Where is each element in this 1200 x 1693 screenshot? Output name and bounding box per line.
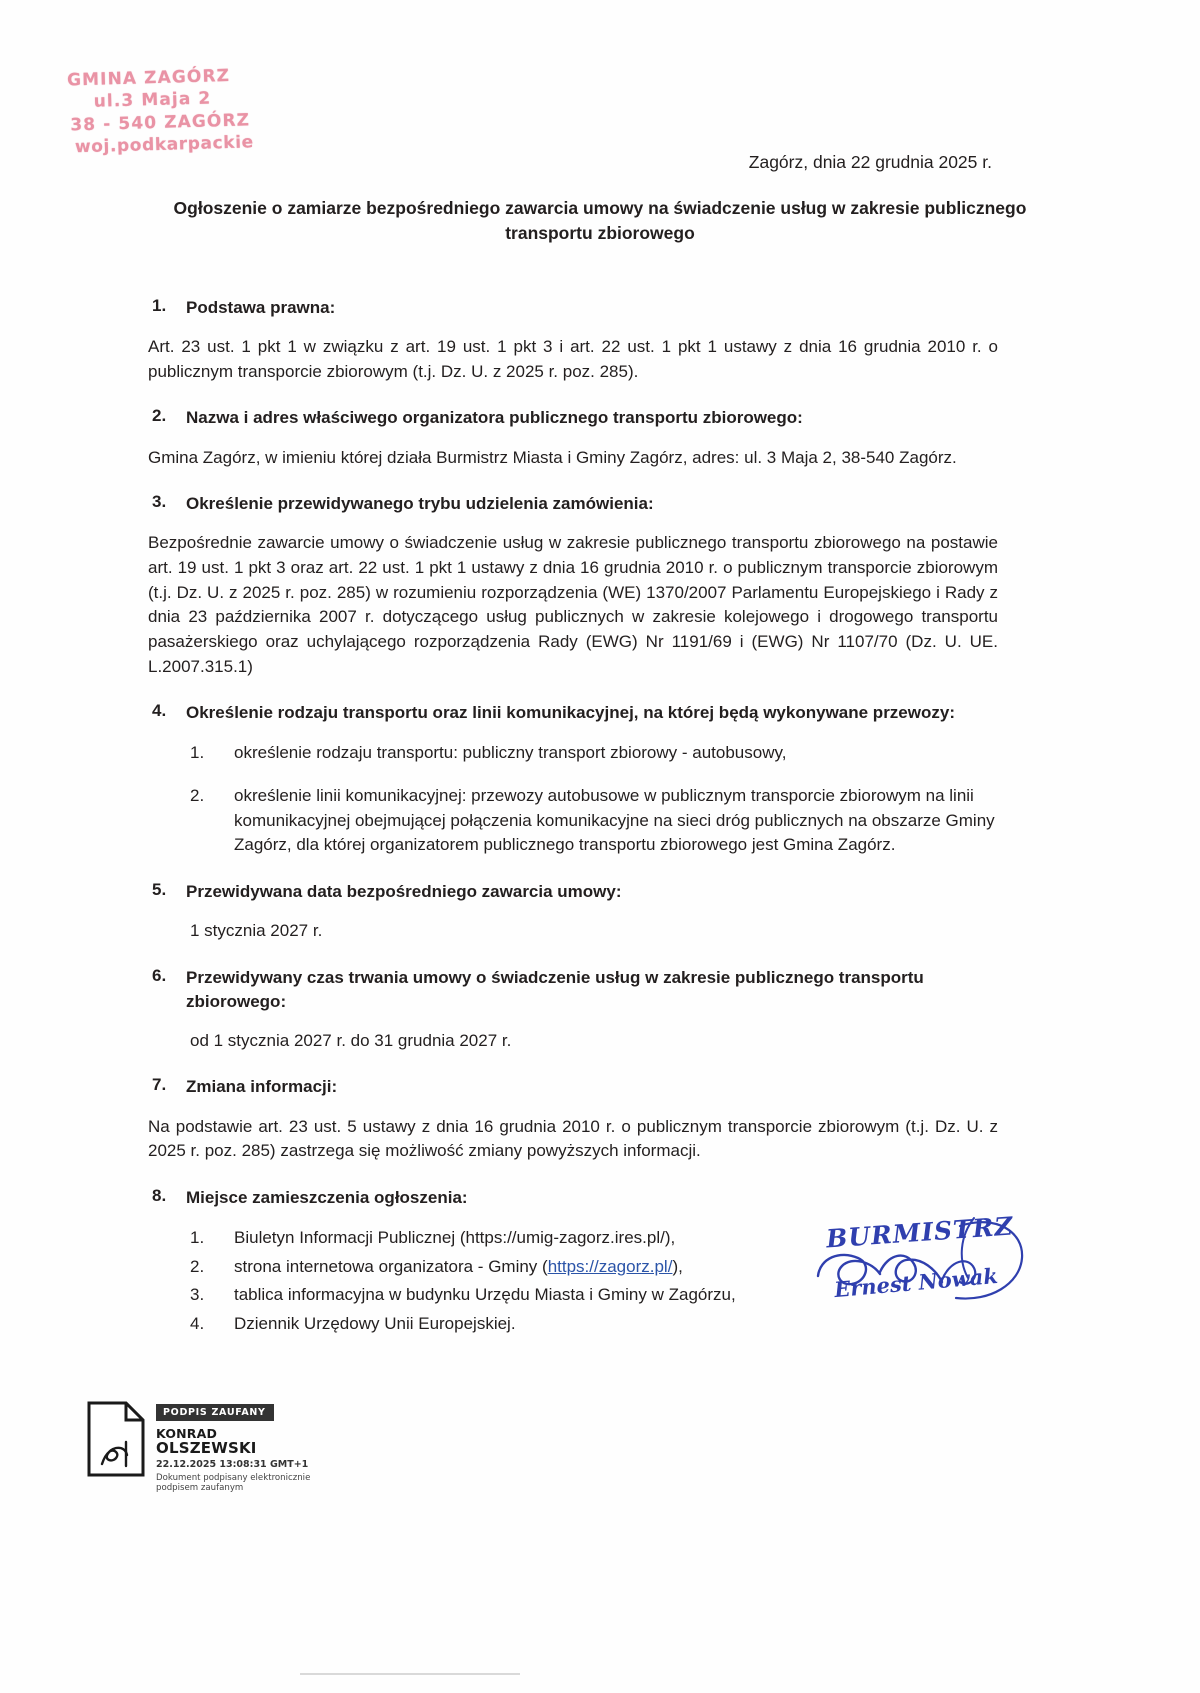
signature-note-line1: Dokument podpisany elektronicznie: [156, 1472, 311, 1483]
section-heading: Nazwa i adres właściwego organizatora publicznego transportu zbiorowego:: [186, 408, 803, 428]
section-6-paragraph: od 1 stycznia 2027 r. do 31 grudnia 2027 r.: [190, 1030, 512, 1050]
section-number: 3.: [152, 492, 167, 512]
section-2-paragraph: Gmina Zagórz, w imieniu której działa Burmistrz Miasta i Gminy Zagórz, adres: ul. 3 Maja 2, 38-540 Zagórz.: [148, 447, 957, 467]
trusted-signature-badge: PODPIS ZAUFANY: [156, 1404, 274, 1421]
section-heading: Przewidywany czas trwania umowy o świadczenie usług w zakresie publicznego transportu zbiorowego:: [186, 967, 924, 1011]
section-number: 8.: [152, 1185, 167, 1205]
stamp-line-postal: 38 - 540 ZAGÓRZ: [70, 110, 251, 136]
section-5-paragraph: 1 stycznia 2027 r.: [190, 920, 323, 940]
list-item: [190, 741, 998, 766]
section-1-paragraph: Art. 23 ust. 1 pkt 1 w związku z art. 19 ust. 1 pkt 3 i art. 22 ust. 1 pkt 1 ustawy z dnia 16 grudnia 2010 r. o publicznym transporcie zbiorowym (t.j. Dz. U. z 2025 r. poz. 285).: [148, 337, 998, 381]
section-1: [148, 296, 998, 320]
document-page-icon: [86, 1400, 146, 1483]
section-number: 1.: [152, 296, 167, 315]
section-number: 2.: [152, 406, 167, 426]
stamp-line-street: ul.3 Maja 2: [93, 88, 212, 113]
section-heading: Zmiana informacji:: [186, 1077, 338, 1097]
list-item-text: [234, 1255, 998, 1280]
signer-last-name: OLSZEWSKI: [156, 1439, 257, 1457]
section-4-sublist: [190, 741, 998, 858]
section-4: [148, 701, 998, 725]
section-heading: Podstawa prawna:: [186, 298, 336, 317]
section-3: [148, 492, 998, 516]
section-7: [148, 1075, 998, 1099]
section-number: 5.: [152, 879, 167, 899]
signer-first-name: KONRAD: [156, 1426, 218, 1441]
list-item-text: określenie linii komunikacyjnej: przewozy autobusowe w publicznym transporcie zbiorowym na linii komunikacyjnej obejmującej połączenia komunikacyjne na sieci dróg publicznych na obszarze Gminy Zagórz, dla której organizatorem publicznego transportu zbiorowego jest Gmina Zagórz.: [234, 785, 995, 855]
section-5: [148, 880, 998, 904]
list-item-number: 2.: [190, 785, 205, 805]
list-item: [190, 1312, 998, 1337]
section-heading: Przewidywana data bezpośredniego zawarcia umowy:: [186, 881, 622, 901]
section-2: [148, 406, 998, 430]
organizer-website-link[interactable]: https://zagorz.pl/: [547, 1256, 673, 1276]
list-item-text-before: strona internetowa organizatora - Gminy (: [234, 1256, 548, 1276]
section-heading: Określenie rodzaju transportu oraz linii komunikacyjnej, na której będą wykonywane przewozy:: [186, 703, 955, 723]
section-heading: Określenie przewidywanego trybu udzielenia zamówienia:: [186, 494, 654, 514]
list-item: [190, 784, 998, 858]
signature-title: BURMISTRZ: [825, 1211, 1015, 1254]
list-item: [190, 1283, 998, 1308]
document-body: [148, 296, 998, 1337]
list-item-number: 1.: [190, 743, 205, 763]
list-item-number: 1.: [190, 1228, 205, 1248]
stamp-line-municipality: GMINA ZAGÓRZ: [66, 65, 231, 91]
scan-edge-artifact: [300, 1673, 520, 1675]
section-8-sublist: [190, 1226, 998, 1337]
list-item-number: 3.: [190, 1285, 205, 1305]
stamp-line-voivodeship: woj.podkarpackie: [74, 132, 255, 158]
list-item-text-after: ),: [672, 1256, 683, 1276]
section-number: 6.: [152, 965, 167, 985]
office-stamp: [67, 63, 319, 160]
trusted-signature-meta: [156, 1400, 310, 1493]
document-date: Zagórz, dnia 22 grudnia 2025 r.: [748, 152, 992, 172]
trusted-signature-block: [86, 1400, 310, 1493]
list-item: [190, 1226, 998, 1251]
section-3-paragraph: Bezpośrednie zawarcie umowy o świadczenie usług w zakresie publicznego transportu zbiorowego na postawie art. 19 ust. 1 pkt 3 oraz art. 22 ust. 1 pkt 1 ustawy z dnia 16 grudnia 2010 r. o publicznym transporcie zbiorowym (t.j. Dz. U. z 2025 r. poz. 285) w rozumieniu rozporządzenia (WE) 1370/2007 Parlamentu Europejskiego i Rady z dnia 23 października 2007 r. dotyczącego usług publicznych w zakresie kolejowego i drogowego transportu pasażerskiego oraz uchylającego rozporządzenia Rady (EWG) Nr 1191/69 i (EWG) Nr 1107/70 (Dz. U. UE. L.2007.315.1): [148, 533, 998, 676]
section-heading: Miejsce zamieszczenia ogłoszenia:: [186, 1187, 468, 1207]
section-7-paragraph: Na podstawie art. 23 ust. 5 ustawy z dnia 16 grudnia 2010 r. o publicznym transporcie zbiorowym (t.j. Dz. U. z 2025 r. poz. 285) zastrzega się możliwość zmiany powyższych informacji.: [148, 1116, 998, 1161]
page-title: Ogłoszenie o zamiarze bezpośredniego zawarcia umowy na świadczenie usług w zakresie publicznego transportu zbiorowego: [173, 198, 1027, 244]
list-item-text: Biuletyn Informacji Publicznej (https://umig-zagorz.ires.pl/),: [234, 1228, 676, 1248]
signature-timestamp: 22.12.2025 13:08:31 GMT+1: [156, 1458, 309, 1470]
section-number: 4.: [152, 701, 167, 721]
signature-name: Ernest Nowak: [833, 1262, 999, 1303]
list-item-text: określenie rodzaju transportu: publiczny transport zbiorowy - autobusowy,: [234, 743, 787, 763]
section-number: 7.: [152, 1075, 167, 1095]
signature-note-line2: podpisem zaufanym: [156, 1483, 244, 1494]
list-item-number: 4.: [190, 1313, 205, 1333]
list-item: [190, 1255, 998, 1280]
section-8: [148, 1186, 998, 1210]
section-6: [148, 966, 998, 1014]
list-item-text: tablica informacyjna w budynku Urzędu Miasta i Gminy w Zagórzu,: [234, 1285, 736, 1305]
list-item-number: 2.: [190, 1256, 205, 1276]
list-item-text: Dziennik Urzędowy Unii Europejskiej.: [234, 1313, 516, 1333]
